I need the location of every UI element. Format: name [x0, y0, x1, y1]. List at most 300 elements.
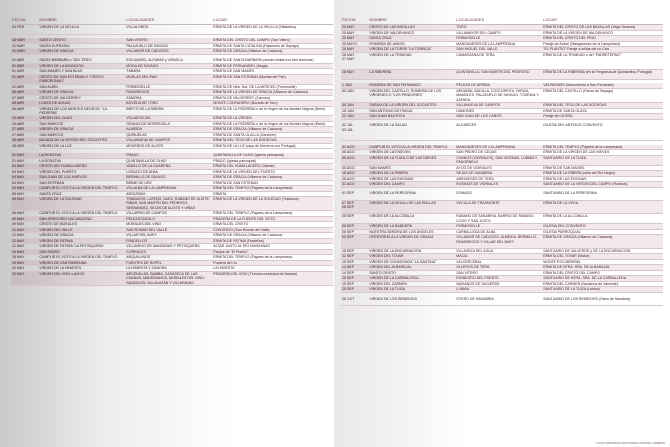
cell-fecha: 06 OCT	[341, 297, 368, 306]
table-row	[341, 123, 663, 140]
cell-lugar: ALTAR JUNTO AL RÍO MANZANAS	[212, 244, 333, 250]
cell-lugar: SANTUARIO DE LA TUIZA	[542, 155, 663, 165]
cell-nombre: VIRGEN DEL PUERTO	[38, 169, 125, 175]
cell-localidades: TRABAZOS, LATEDO, NUEZ, RABANO DE ALISTE, RIBAS, SAN MARTÍN DEL PEDROSO, SESNÁNDEZ, SEJAS DE ALISTE Y VIÑAS	[125, 197, 212, 211]
cell-localidades: AYOÓ DE VIDRIALES	[455, 165, 542, 171]
cell-localidades: MANGANESES DE LA LAMPREANA	[455, 41, 542, 47]
cell-fecha: 1 JUN	[341, 83, 368, 88]
cell-nombre: CRISTO DEL HUMILLADERO	[38, 164, 125, 170]
cell-fecha: 12 MAY	[11, 238, 38, 244]
cell-fecha: 28 ABR	[11, 143, 38, 149]
cell-localidades: LA HINIESTA Y ZAMORA	[125, 266, 212, 272]
cell-lugar: ERMITA DE LA LUZ (raya de Moveros con Portugal)	[212, 143, 333, 149]
cell-fecha: 27 ABR	[11, 132, 38, 138]
cell-lugar: ERMITA DE SAN MAMÉS	[542, 165, 663, 171]
cell-nombre: SAN ANTONIO DE PADUA	[368, 108, 455, 114]
cell-localidades: PASARIEGOS	[125, 90, 212, 96]
table-row	[341, 191, 663, 200]
cell-nombre: VIRGEN DE LAS NIEVES	[368, 150, 455, 156]
cell-nombre: CRISTO DE VALDERREY	[38, 95, 125, 101]
cell-nombre: ROMERÍA DE SAN FERNANDO	[368, 83, 455, 88]
table-row	[341, 200, 663, 214]
cell-nombre: CRISTO DE MORALES	[38, 222, 125, 228]
cell-lugar: ERMITA DEL TEMPLO (Pajares de la Lampreana)	[542, 145, 663, 150]
cell-nombre: VIRGEN DEL CAMPO	[368, 182, 455, 188]
cell-nombre: ROMERÍA DE ÁNICEL	[368, 41, 455, 47]
cell-localidades: ALMEIDA	[125, 127, 212, 133]
table-row	[11, 186, 333, 192]
table-row	[11, 271, 333, 285]
cell-fecha: 08 SEP	[341, 229, 368, 235]
table-header-row	[341, 15, 663, 25]
cell-localidades: NAVIANOS DE VALVERDE	[455, 281, 542, 287]
cell-localidades: VILLAMAYOR DEL CAMPO	[455, 30, 542, 36]
header-localidades: LOCALIDADES	[455, 15, 542, 25]
cell-localidades: BRIME DE URZ	[125, 180, 212, 186]
cell-lugar: MONTE CONTADERO (Bóveda de Toro)	[212, 101, 333, 107]
cell-nombre: SANTO CRISTO	[38, 38, 125, 43]
cell-lugar: ERMITA DE SANTA BÁRBARA (donde limitan los tres términos)	[212, 58, 333, 63]
cell-fecha: 04 FEB	[11, 25, 38, 35]
cell-nombre: VIRGEN DE LA HINIESTA	[38, 266, 125, 272]
cell-localidades: SAN JUAN DE LOS CAÑOS	[455, 114, 542, 120]
cell-fecha: 19 MAY	[11, 260, 38, 266]
cell-localidades: PELEAS DE ARRIBA	[455, 83, 542, 88]
cell-fecha: 20 MAY	[341, 30, 368, 36]
cell-lugar: ERMITA DE GRACIA (Villamor de Cadozos)	[212, 233, 333, 239]
cell-nombre: LA RIBERIÑA	[368, 70, 455, 80]
cell-localidades: ARQUILLINOS	[125, 255, 212, 261]
cell-lugar: ERMITA DE LA VIRGEN DE LAS NIEVES	[542, 150, 663, 156]
cell-lugar: ERMITA DE SAN MAMÉS	[212, 69, 333, 75]
cell-fecha: 25 ABR	[11, 121, 38, 127]
cell-localidades: MUELAS DEL PAN	[125, 74, 212, 84]
cell-fecha: 05 AGO	[341, 150, 368, 156]
cell-nombre: VIRGEN DE GRACIA	[38, 233, 125, 239]
cell-localidades: MOVEROS DE ALISTE	[125, 143, 212, 149]
cell-lugar: ERMITA DE GRACIA (Villamor de Cadozos)	[212, 49, 333, 55]
cell-lugar: ERMITA DE LA VIRGEN DEL PUERTO	[212, 169, 333, 175]
cell-localidades: OLLEROS DE TERA	[455, 265, 542, 271]
cell-lugar: ERMITA DE LA VEGA	[542, 200, 663, 214]
cell-fecha: 18 MAY	[11, 255, 38, 261]
cell-fecha: 15 SEP	[341, 259, 368, 265]
cell-lugar: ERMITA DE GRACIA (Villamor de Cadozos)	[542, 235, 663, 249]
cell-fecha: 05 MAY	[11, 191, 38, 197]
cell-localidades: VILLAMOR DE CADOZOS	[125, 49, 212, 55]
cell-nombre: BAJADA DE LA VIRGEN DEL SOCASTRO	[38, 138, 125, 144]
cell-fecha: 01 ABR	[11, 69, 38, 75]
cell-fecha: 09 MAY	[11, 222, 38, 228]
cell-nombre: LA ROSATVA	[38, 158, 125, 164]
cell-localidades: RIONEGRO DEL PUENTE	[455, 276, 542, 282]
cell-lugar: ERMITA DE SANTA OLALLA (Ganeizer)	[212, 132, 333, 138]
cell-localidades: SEJAS DE SANABRIA	[455, 171, 542, 177]
cell-nombre: NUESTRA SEÑORA DE LOS ÁNGELES	[368, 229, 455, 235]
cell-localidades: GAMONES	[455, 108, 542, 114]
cell-localidades: SAN VITERO	[125, 38, 212, 43]
right-table-body	[341, 25, 663, 306]
cell-nombre: VIRGEN DE LA PEREGRINA	[368, 191, 455, 200]
cell-localidades: TÁBARA	[125, 69, 212, 75]
cell-fecha: 09 JUN	[341, 103, 368, 109]
table-row	[341, 214, 663, 224]
cell-localidades: ZAMORA	[125, 95, 212, 101]
cell-nombre: VIRGEN DEL VALLE	[38, 227, 125, 233]
cell-localidades: FERMOSELLE	[455, 36, 542, 42]
cell-localidades: QUIRUELAS	[125, 132, 212, 138]
cell-nombre: SAN JUAN BAUTISTA	[368, 114, 455, 120]
cell-fecha: 01 ABR	[11, 58, 38, 63]
table-row	[11, 25, 333, 35]
cell-localidades: PELEAGONZALO	[125, 216, 212, 222]
cell-fecha: 01 MAY	[11, 158, 38, 164]
cell-nombre: VIRGEN DE CANTIMBRAINA	[38, 260, 125, 266]
cell-localidades: VILLANUEVA DE CAMPOS	[125, 138, 212, 144]
cell-nombre: VIRGEN DE LA TUIZA O DE LAS NIEVES	[368, 155, 455, 165]
cell-nombre: VIRGEN DE FÁTIMA "LA PETISQUERA"	[38, 244, 125, 250]
cell-lugar: ERMITA DEL CRISTO DE LAS BATALLAS (Vega Toranza)	[542, 25, 663, 31]
cell-lugar: ERMITA DE LA TRINIDAD o del "PADRETERNO"	[542, 52, 663, 70]
cell-lugar: ERMITA DEL CASTILLO (Fariza de Sayago)	[542, 88, 663, 102]
cell-localidades: BOVEDA DE TORO	[125, 101, 212, 107]
cell-fecha: 20 MAY	[11, 266, 38, 272]
cell-nombre: VIRGEN DE LA SALUD	[368, 123, 455, 140]
cell-fecha: 14 SEP	[341, 265, 368, 271]
cell-nombre: SAN MAMÉS	[368, 165, 455, 171]
cell-fecha: 04 MAY	[11, 180, 38, 186]
cell-fecha: 03 MAY	[11, 164, 38, 170]
cell-fecha: 09 MAY	[11, 216, 38, 222]
cell-nombre: CRISTO DE LAS BATALLAS	[368, 25, 455, 31]
cell-fecha: 01 ABR	[11, 63, 38, 69]
cell-lugar: Pradera del río	[212, 260, 333, 266]
cell-lugar: ERMITA DE VALDERREY (Zamora)	[212, 95, 333, 101]
cell-lugar: ERMITA DE GRACIA (Villamor de Cadozos)	[212, 175, 333, 181]
cell-lugar: ERMITA DEL CRISTO DEL PINO	[542, 36, 663, 42]
cell-localidades: VADILLO DE LA GUAREÑA	[125, 164, 212, 170]
cell-nombre: VIRGEN DE LA LUZ	[38, 143, 125, 149]
table-row	[11, 197, 333, 211]
cell-lugar: ERMITA DE LA VIRGEN DE GRACIA (Villamor de Cadozos)	[212, 90, 333, 96]
cell-localidades: SAN ROMÁN DEL VALLE	[125, 227, 212, 233]
cell-fecha: 14 ABR	[11, 116, 38, 122]
cell-fecha: 31 AGO	[341, 182, 368, 188]
cell-localidades: VILLALBA DE LA LAMPREANA	[125, 186, 212, 192]
cell-fecha: 05 AGO	[341, 165, 368, 171]
cell-nombre: SAN GREGORIO NACIANCENO	[38, 216, 125, 222]
cell-localidades: ABRAVESES DE TERA	[455, 176, 542, 182]
cell-localidades: VILLAVEZA DEL AGUA	[455, 248, 542, 254]
cell-nombre: VIRGEN DE GRACIA	[38, 49, 125, 55]
cell-localidades: VILLAESCUSA	[125, 116, 212, 122]
table-header-row	[11, 15, 333, 25]
cell-nombre: VIRGEN DE LA TRINIDAD	[368, 52, 455, 70]
cell-nombre: LUNES DE AGUAS	[38, 101, 125, 107]
cell-fecha: 04 MAY	[11, 175, 38, 181]
cell-nombre: SAN MARCOS	[38, 132, 125, 138]
cell-lugar: ERMITA DE LAS ENCINAS	[542, 176, 663, 182]
cell-lugar: ERMITA DEL TEMPLO (Pajares de la Lampreana)	[212, 255, 333, 261]
cell-localidades: CHANOS (VIDRIALES), SAN VICENAS, LUBIÁN Y PADORNELO	[455, 155, 542, 165]
cell-fecha: 25 MAYO	[341, 41, 368, 47]
cell-fecha: 31 MAR	[11, 49, 38, 55]
cell-fecha: 07 SEP 08 SEP	[341, 200, 368, 214]
header-lugar: LUGAR	[212, 15, 333, 25]
cell-nombre: SUBIDA DE LA VIRGEN DEL SOCASTRO	[368, 103, 455, 109]
cell-nombre: OFERTORIO A LA VIRGEN DE GRACIA	[368, 235, 455, 249]
cell-lugar: IGLESIA DEL CONVENTO	[542, 224, 663, 230]
cell-lugar: "EL PLANTÍO" Paraje a orillas del río Cea	[542, 47, 663, 53]
cell-fecha: 08 ABR	[11, 106, 38, 116]
cell-nombre: VIRGEN DE FÁTIMA	[38, 238, 125, 244]
cell-nombre: SANTA CRUZ	[368, 36, 455, 42]
cell-localidades: VILLALOBOS	[125, 25, 212, 35]
cell-nombre: VIRGEN DE LA RIBERA	[368, 171, 455, 177]
table-row	[341, 155, 663, 165]
cell-nombre: SAN ESTEBAN	[38, 180, 125, 186]
cell-fecha: 28 ABR	[11, 138, 38, 144]
cell-lugar: ERMITA DE LA VIRGEN DE LA VELILLA (Villalobos)	[212, 25, 333, 35]
cell-localidades: FERMOSELLE	[455, 224, 542, 230]
cell-localidades: VILLAMOR DE CADOZOS, ALMEIDA, BERMILLO, PASARIEGOS Y VILLAR DEL BUEY	[455, 235, 542, 249]
cell-lugar: ERMITA DEL CRISTO DEL CAMPO (San Vitero)	[212, 38, 333, 43]
cell-fecha: 12 MAY	[11, 233, 38, 239]
pilgrimage-table-left	[11, 15, 333, 286]
cell-lugar: ERMITA DE NTRA. SRA. DE ALBARAZAL	[542, 265, 663, 271]
cell-localidades: GRANJA DE MORERUELA	[125, 121, 212, 127]
cell-nombre: VIRGEN DEL CASTILLO, ROMERÍA DE LOS VIRGENES O "LOS PENDONES"	[368, 88, 455, 102]
cell-localidades: MOGA DE SAYAGO	[125, 63, 212, 69]
cell-localidades: VILLAR DEL BUEY	[125, 233, 212, 239]
cell-lugar: PRADERA DE LA FUENTE DEL SOTO	[212, 216, 333, 222]
cell-lugar: Paraje de CA ERA	[542, 114, 663, 120]
cell-nombre: SANTO CRISTO	[368, 270, 455, 276]
cell-nombre: VIRGEN DE LA ENCARNACIÓN	[368, 248, 455, 254]
cell-localidades: LUBIÁN	[455, 287, 542, 293]
cell-fecha: 08 SEP	[341, 224, 368, 230]
cell-lugar: ERMITA DE FÁTIMA (Fradellos)	[212, 238, 333, 244]
cell-nombre: VIRGEN DE COVADONGA "LA SANTINA"	[368, 259, 455, 265]
cell-localidades: CARBALLEDA DE ALBA	[455, 229, 542, 235]
cell-fecha: 15 SEP	[341, 248, 368, 254]
cell-localidades: VALCERCEBAL	[455, 259, 542, 265]
cell-lugar: SANTUARIO DE LOS REMEDIOS (Otero de Sanabria)	[542, 297, 663, 306]
right-column	[341, 15, 663, 306]
cell-lugar: ERMITA DE Ntra. Sra. DE LA MERCED (Fermoselle)	[212, 84, 333, 90]
left-column	[11, 15, 333, 286]
header-nombre: NOMBRE	[38, 15, 125, 25]
cell-localidades: BERMILLO DE SAYAGO	[125, 175, 212, 181]
cell-localidades: DONADO	[455, 191, 542, 200]
cell-nombre: VIRGEN DE LA SOLEDAD	[38, 197, 125, 211]
cell-nombre: CUMPLIR EL VOTO A LA VIRGEN DEL TEMPLO	[38, 255, 125, 261]
cell-localidades: VILLARRÍN DE CAMPOS	[125, 211, 212, 217]
cell-fecha: 12 SEP	[341, 254, 368, 260]
cell-localidades: FERMOSELLE	[125, 84, 212, 90]
pilgrimage-table-right	[341, 15, 663, 306]
cell-localidades: MACIA	[455, 254, 542, 260]
cell-lugar: ERMITA DE LA VIRGEN DE LA SOLEDAD (Trabazos)	[212, 197, 333, 211]
cell-localidades: SAN VITERO	[455, 270, 542, 276]
cell-localidades: CORRALES	[125, 249, 212, 255]
cell-nombre: VIRGEN DE LA TORRE "LA TORRICA"	[368, 47, 455, 53]
cell-localidades: VECILLA DE TRASMONTE	[455, 200, 542, 214]
cell-nombre: VIRGEN DE LA CARBALLEDA	[368, 276, 455, 282]
table-row	[341, 70, 663, 80]
header-localidades: LOCALIDADES	[125, 15, 212, 25]
cell-nombre: VIRGEN DE LOS MONTES NEGROS, "LA PEDREÑA"	[38, 106, 125, 116]
cell-lugar: ERMITA	[212, 191, 333, 197]
cell-fecha: 04 MAY	[11, 169, 38, 175]
cell-lugar: PRADO (Iglesia parroquial)	[212, 158, 333, 164]
cell-fecha: 16 MAR	[11, 38, 38, 43]
cell-lugar: ERMITA DE LA VIRGEN DE VALDEHUNCO	[542, 30, 663, 36]
header-nombre: NOMBRE	[368, 15, 455, 25]
cell-localidades: RÁBANO DE SANABRIA, BARRIO DE RÁBANO, COSO Y SAN JUSTO	[455, 214, 542, 224]
cell-localidades: SAN PEDRO DE CEQUE	[455, 150, 542, 156]
cell-nombre: SAN ISIDRO	[38, 249, 125, 255]
cell-lugar: ERMITA DEL CARMEN (Navianos de Valverde)	[542, 281, 663, 287]
cell-localidades: MORALES DEL VINO	[125, 222, 212, 228]
cell-fecha: 03 JUN	[341, 88, 368, 102]
cell-fecha: 25 AGO	[341, 176, 368, 182]
cell-fecha: 04 MAY	[11, 186, 38, 192]
cell-fecha: 01 MAY	[11, 153, 38, 158]
cell-fecha: 01 AGO	[341, 145, 368, 150]
table-row	[341, 297, 663, 306]
cell-lugar: ERMITA DEL HUMILLADERO (Valmar)	[212, 164, 333, 170]
cell-fecha: 20 MAY	[341, 36, 368, 42]
cell-fecha: 15 MAY	[11, 249, 38, 255]
cell-nombre: SANTA BÁRBARA o "DEL TESO"	[38, 58, 125, 63]
cell-fecha: 12 MAY	[11, 244, 38, 250]
cell-localidades: SAN MIGUEL DEL VALLE	[455, 47, 542, 53]
cell-fecha: 05 MAY	[11, 197, 38, 211]
cell-nombre: SANTA CRUZ	[38, 191, 125, 197]
cell-nombre: VIRGEN DE LA VELILLA	[38, 25, 125, 35]
cell-nombre: VIRGEN DE LA ASUNCIÓN	[38, 63, 125, 69]
cell-fecha: 07 ABR	[11, 95, 38, 101]
cell-nombre: VIRGEN DE LAS ENCINAS	[368, 176, 455, 182]
cell-lugar: QUINTANILLA DE OLMO (Iglesia parroquial)	[212, 153, 333, 158]
cell-nombre: SAN MARCOS	[38, 121, 125, 127]
cell-lugar: ERMITA DEL TESO DE LAS BODEGAS	[212, 138, 333, 144]
cell-localidades: ARGUSINO	[125, 191, 212, 197]
cell-lugar: ERMITA DE GRACIA (Villamor de Cadozos)	[212, 127, 333, 133]
cell-fecha: 26 MAY	[341, 70, 368, 80]
table-row	[11, 58, 333, 63]
table-row	[11, 74, 333, 84]
table-row	[341, 52, 663, 70]
cell-fecha: 01 SEP	[341, 191, 368, 200]
cell-fecha: 08 MAY	[11, 211, 38, 217]
cell-nombre: VIRGEN DEL CARMEN	[368, 281, 455, 287]
cell-fecha: 09 SEP	[341, 235, 368, 249]
cell-localidades: LOSACIO DE ALBA	[125, 169, 212, 175]
cell-lugar: SANTUARIO DE LA PEREGRINA	[542, 191, 663, 200]
cell-fecha: 12 MAY	[11, 227, 38, 233]
cell-lugar: ERMITA DE LA RIBERIÑA (en la Freguesía de Quintanilha, Portugal)	[542, 70, 663, 80]
table-row	[341, 235, 663, 249]
cell-localidades: PALAZUELO DE SAYAGO	[125, 43, 212, 49]
cell-localidades: PRADO	[125, 153, 212, 158]
cell-nombre: VIRGEN DE LOS REMEDIOS	[368, 297, 455, 306]
cell-lugar: IGLESIA DEL ANTIGUO CONVENTO	[542, 123, 663, 140]
left-table-body	[11, 25, 333, 286]
cell-nombre: LA ROSATVA	[38, 153, 125, 158]
cell-nombre: SAN MAMÉS Y SAN BLAS	[38, 69, 125, 75]
cell-localidades: QUINTANILLA, SAN MARTÍN DEL PEDROSO	[455, 70, 542, 80]
cell-nombre: VIRGEN DEL TOVAR	[368, 254, 455, 260]
cell-lugar: VALPARAÍSO (Monumento a San Fernando)	[542, 83, 663, 88]
cell-fecha: 06 ABR	[11, 90, 38, 96]
cell-lugar: LA HINIESTA	[212, 266, 333, 272]
cell-lugar: ERMITA DEL TOVAR (Malva)	[542, 254, 663, 260]
cell-localidades: FUENTES DE ROPEL	[125, 260, 212, 266]
header-fecha: FECHA	[341, 15, 368, 25]
cell-lugar: SANTUARIO DE NTRA. SRA. DE LA CARBALLEDA	[542, 276, 663, 282]
cell-lugar: ERMITA DEL CRISTO DEL CAMPO	[542, 270, 663, 276]
cell-nombre: VIRGEN DE LA ALCOBILLA	[368, 214, 455, 224]
cell-fecha: 08 ABR	[11, 101, 38, 107]
cell-localidades: TORO	[455, 25, 542, 31]
cell-localidades: OTERO DE SANABRIA	[455, 297, 542, 306]
cell-localidades: BRETÓ DE LA RIBERA	[125, 106, 212, 116]
cell-lugar: ERMITA DE LA PEDREÑA o de la Virgen de los Montes Negros (Bretó)	[212, 106, 333, 116]
footer-note: * ESTA INFORMACIÓN PUEDE SUFRIR CAMBIOS	[595, 441, 665, 445]
cell-nombre: VIRGEN DE GRACIA	[38, 90, 125, 96]
cell-localidades: ROSINOS DE VIDRIALES	[455, 182, 542, 188]
cell-lugar: SANTUARIO DE VALVERDE y DE LA ENCARNACIÓN	[542, 248, 663, 254]
cell-fecha: 26 MAY 27 MAY	[341, 52, 368, 70]
cell-lugar: ERMITA DE SAN ESTEBAN (Muelas del Pan)	[212, 74, 333, 84]
cell-nombre: VIRGEN DE LA VEGA o DE LAS BOLLAS	[368, 200, 455, 214]
cell-fecha: 15 SEP	[341, 276, 368, 282]
cell-nombre: CRISTO DE SAN ESTEBAN O "CRISTO EMBORONAO"	[38, 74, 125, 84]
cell-lugar: PRADERA DEL VISO (Término municipal de Bamba)	[212, 271, 333, 285]
cell-localidades: ESCUADRO, ALFARAZ y VIÑUELA	[125, 58, 212, 63]
cell-lugar: ERMITA DEL TESO DE LAS BODEGAS	[542, 103, 663, 109]
cell-localidades: VILLANUEVA DE CAMPOS	[455, 103, 542, 109]
cell-fecha: 05 AGO	[341, 155, 368, 165]
cell-fecha: 15 AGO	[341, 171, 368, 177]
cell-lugar: SANTUARIO DE LA TUIZA (Lubián)	[542, 287, 663, 293]
cell-lugar: ERMITA DE SANTA CATALINA (Palazuelo de Sayago)	[212, 43, 333, 49]
cell-localidades: ALCAÑICES	[455, 123, 542, 140]
cell-nombre: SAN ALBÍN	[38, 84, 125, 90]
cell-fecha: 15 JUN	[341, 108, 368, 114]
cell-lugar: ERMITA DE LA RIBERA (orilla del Río Negro)	[542, 171, 663, 177]
cell-lugar: ERMITA DE LA PEDREÑA o de la Virgen de los Montes Negros (Bretó)	[212, 121, 333, 127]
cell-fecha: 27 ABR	[11, 127, 38, 133]
header-lugar: LUGAR	[542, 15, 663, 25]
cell-nombre: VIRGEN DE VALDEHUNCO	[368, 30, 455, 36]
cell-localidades: QUINTANILLA DE OLMO	[125, 158, 212, 164]
cell-fecha: 31 MAR	[11, 43, 38, 49]
cell-lugar: SANTUARIO DE LA VIRGEN DEL CAMPO (Rosinos)	[542, 182, 663, 188]
cell-localidades: CAMARZANA DE TERA	[455, 52, 542, 70]
cell-nombre: CUMPLIR EL VOTO A LA VIRGEN DEL TEMPLO	[368, 145, 455, 150]
cell-lugar: ERMITA DE SAN ESTEBAN	[212, 180, 333, 186]
cell-fecha: 22 JUN	[341, 114, 368, 120]
cell-lugar: ERMITA DE LA ALCOBILLA	[542, 214, 663, 224]
cell-lugar: ERMITA DE LA VIRGEN	[212, 116, 333, 122]
cell-fecha: 20 MAY	[341, 25, 368, 31]
cell-lugar: CONVENTO (San Román del Valle)	[212, 227, 333, 233]
cell-nombre: VIRGEN DEL OLMO	[38, 116, 125, 122]
cell-lugar: ERMITA DE SANTA OLAYA	[542, 108, 663, 114]
